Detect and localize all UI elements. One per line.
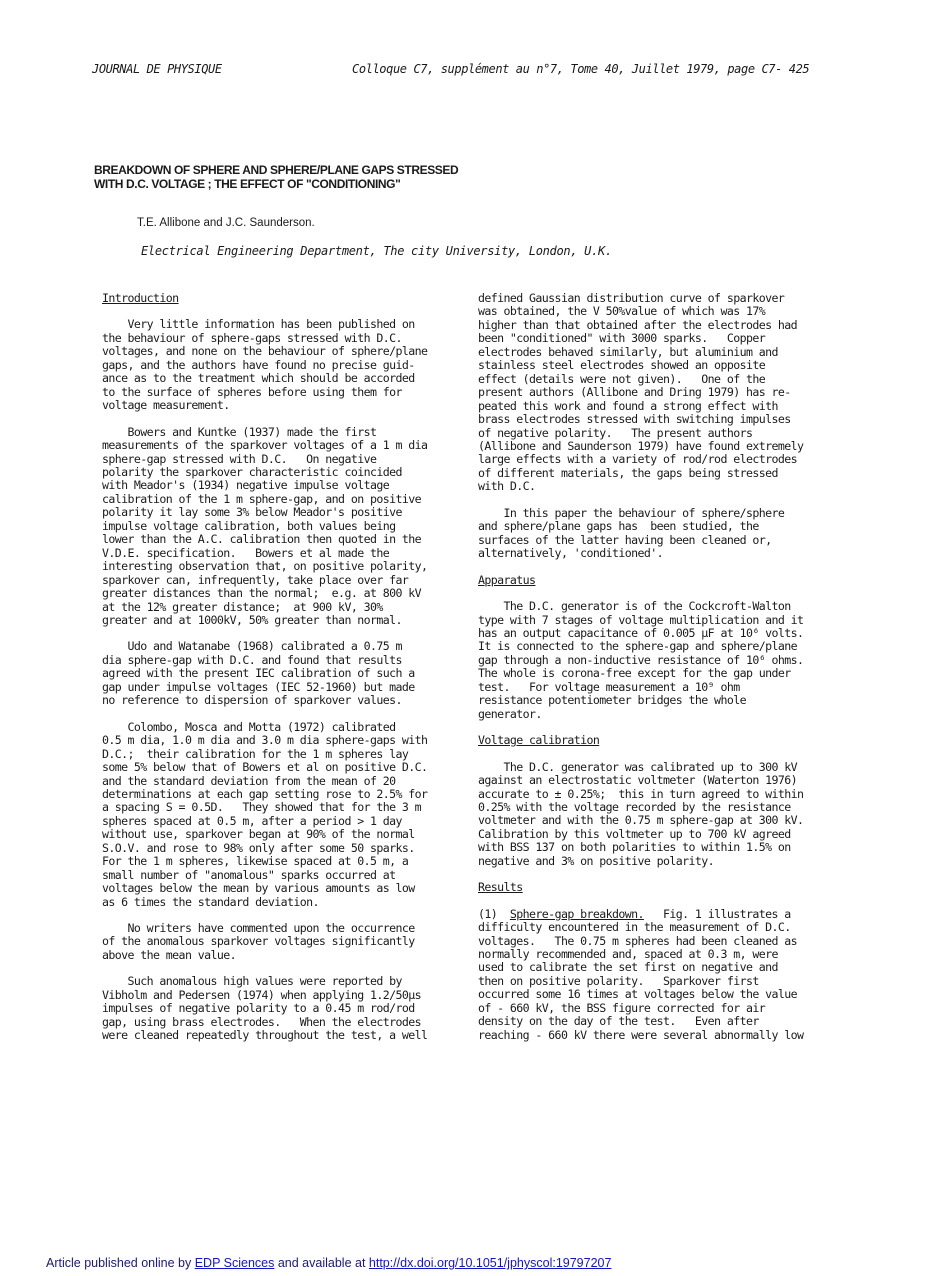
title-line-2: WITH D.C. VOLTAGE ; THE EFFECT OF "CONDITIONING" bbox=[94, 177, 401, 191]
section-heading-voltage-calibration: Voltage calibration bbox=[478, 733, 600, 748]
paragraph: defined Gaussian distribution curve of sparkover was obtained, the V 50%value of which was 17% higher than that obtained after the electrodes had been "conditioned" with 3000 sparks. Copper electrodes behaved similarly, but aluminium and stainless steel electrodes showed an opposite effect (details were not given). One of the present authors (Allibone and Dring 1979) has re- peated this work and found a strong effect with brass electrodes stressed with switching impulses of negative polarity. The present authors (Allibone and Saunderson 1979) have found extremely large effects with a variety of rod/rod electrodes of different materials, the gaps being stressed with D.C. bbox=[478, 291, 804, 494]
section-heading-introduction: Introduction bbox=[102, 291, 179, 305]
results-label: (1) bbox=[478, 906, 510, 921]
publisher-link[interactable]: EDP Sciences bbox=[194, 1256, 275, 1270]
paragraph-results bbox=[478, 908, 833, 1043]
paragraph: No writers have commented upon the occurrence of the anomalous sparkover voltages significantly above the mean value. bbox=[102, 921, 415, 962]
left-column bbox=[102, 292, 452, 1043]
subheading-sphere-gap-breakdown: Sphere-gap breakdown. bbox=[509, 906, 644, 921]
publication-footer bbox=[46, 1256, 611, 1270]
footer-prefix: Article published online by bbox=[46, 1256, 195, 1270]
issue-info: Colloque C7, supplément au n°7, Tome 40, Juillet 1979, page C7- 425 bbox=[352, 62, 810, 76]
authors: T.E. Allibone and J.C. Saunderson. bbox=[137, 217, 315, 229]
affiliation: Electrical Engineering Department, The city University, London, U.K. bbox=[141, 244, 612, 258]
right-column bbox=[478, 292, 833, 1042]
paragraph: Colombo, Mosca and Motta (1972) calibrated 0.5 m dia, 1.0 m dia and 3.0 m dia sphere-gaps with D.C.; their calibration for the 1 m spheres lay some 5% below that of Bowers et al on positive D.C. and the standard deviation from the mean of 20 determinations at each gap setting rose to 2.5% for a spacing S = 0.5D. They showed that for the 3 m spheres spaced at 0.5 m, after a period > 1 day without use, sparkover began at 90% of the normal S.O.V. and rose to 98% only after some 50 sparks. For the 1 m spheres, likewise spaced at 0.5 m, a small number of "anomalous" sparks occurred at voltages below the mean by various amounts as low as 6 times the standard deviation. bbox=[102, 719, 428, 909]
footer-middle: and available at bbox=[274, 1256, 369, 1270]
section-heading-results: Results bbox=[478, 880, 523, 895]
paragraph: In this paper the behaviour of sphere/sphere and sphere/plane gaps has been studied, the surfaces of the latter having been cleaned or, alternatively, 'conditioned'. bbox=[478, 505, 785, 561]
paragraph: Bowers and Kuntke (1937) made the first measurements of the sparkover voltages of a 1 m dia sphere-gap stressed with D.C. On negative polarity the sparkover characteristic coincided with Meador's (1934) negative impulse voltage calibration of the 1 m sphere-gap, and on positive polarity it lay some 3% below Meador's positive impulse voltage calibration, both values being lower than the A.C. calibration then quoted in the V.D.E. specification. Bowers et al made the interesting observation that, on positive polarity, sparkover can, infrequently, take place over far greater distances than the normal; e.g. at 800 kV at the 12% greater distance; at 900 kV, 30% greater and at 1000kV, 50% greater than normal. bbox=[102, 424, 428, 627]
title-line-1: BREAKDOWN OF SPHERE AND SPHERE/PLANE GAPS STRESSED bbox=[94, 163, 459, 177]
paragraph: Udo and Watanabe (1968) calibrated a 0.75 m dia sphere-gap with D.C. and found that results agreed with the present IEC calibration of such a gap under impulse voltages (IEC 52-1960) but made no reference to dispersion of sparkover values. bbox=[102, 639, 415, 708]
doi-link[interactable]: http://dx.doi.org/10.1051/jphyscol:19797207 bbox=[368, 1256, 612, 1270]
journal-name: JOURNAL DE PHYSIQUE bbox=[92, 62, 222, 76]
paragraph: Such anomalous high values were reported by Vibholm and Pedersen (1974) when applying 1.2/50µs impulses of negative polarity to a 0.45 m rod/rod gap, using brass electrodes. When the electrodes were cleaned repeatedly throughout the test, a well bbox=[102, 974, 428, 1043]
paragraph: The D.C. generator was calibrated up to 300 kV against an electrostatic voltmeter (Waterton 1976) accurate to ± 0.25%; this in turn agreed to within 0.25% with the voltage recorded by the resistance voltmeter and with the 0.75 m sphere-gap at 300 kV. Calibration by this voltmeter up to 700 kV agreed with BSS 137 on both polarities to within 1.5% on negative and 3% on positive polarity. bbox=[478, 759, 804, 868]
section-heading-apparatus: Apparatus bbox=[478, 572, 536, 587]
paragraph: Very little information has been published on the behaviour of sphere-gaps stressed with D.C. voltages, and none on the behaviour of sphere/plane gaps, and the authors have found no precise guid- ance as to the treatment which should be accorded to the surface of spheres before using them for voltage measurement. bbox=[102, 317, 428, 413]
results-text: Fig. 1 illustrates a difficulty encountered in the measurement of D.C. voltages. The 0.75 m spheres had been cleaned as normally recommended and, spaced at 0.3 m, were used to calibrate the set first on negative and then on positive polarity. Sparkover first occurred some 16 times at voltages below the value of - 660 kV, the BSS figure corrected for air density on the day of the test. Even after reaching - 660 kV there were several abnormally low bbox=[478, 906, 804, 1042]
paragraph: The D.C. generator is of the Cockcroft-Walton type with 7 stages of voltage multiplication and it has an output capacitance of 0.005 µF at 10⁶ volts. It is connected to the sphere-gap and sphere/plane gap through a non-inductive resistance of 10⁶ ohms. The whole is corona-free except for the gap under test. For voltage measurement a 10⁹ ohm resistance potentiometer bridges the whole generator. bbox=[478, 599, 804, 721]
paper-title bbox=[94, 163, 458, 191]
